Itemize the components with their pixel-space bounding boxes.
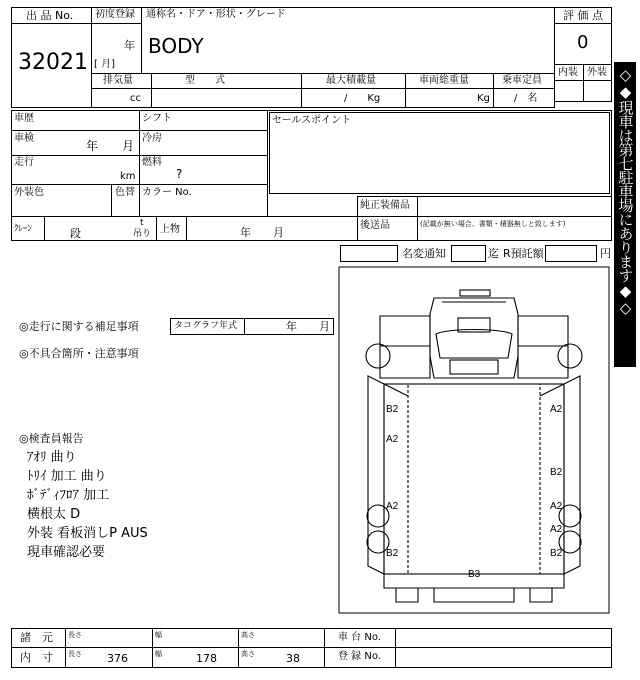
registration-no-label: 登 録 No.: [338, 651, 381, 662]
damage-mark-left: B2: [386, 548, 399, 559]
side-banner: [614, 62, 636, 367]
inspector-line: 外装 看板消しP AUS: [27, 526, 148, 541]
genuine-equipment-label: 純正装備品: [360, 200, 410, 211]
color-change-label: 色替: [115, 187, 135, 198]
damage-mark-right: A2: [550, 501, 563, 512]
length-label: 長さ: [68, 631, 82, 639]
length-value: 376: [107, 652, 128, 665]
history-label: 車歴: [14, 113, 34, 124]
ac-label: 冷房: [142, 133, 162, 144]
year-label: 年: [124, 39, 135, 52]
type-label: 型 式: [185, 75, 225, 86]
damage-mark-left: A2: [386, 501, 399, 512]
capacity-unit: / 名: [514, 93, 538, 104]
gross-weight-unit: Kg: [477, 93, 490, 104]
defects-label: ◎不具合箇所・注意事項: [19, 347, 139, 360]
ext-color-label: 外装色: [14, 187, 44, 198]
inspector-line: ｱｵﾘ 曲り: [27, 450, 77, 465]
chassis-no-label: 車 台 No.: [338, 632, 381, 643]
crane-label: ｸﾚｰﾝ: [14, 224, 33, 234]
color-no-label: カラー No.: [142, 187, 192, 198]
crane-stage: 段: [70, 227, 81, 240]
inspection-value: 年 月: [86, 139, 135, 153]
tachograph-label: タコグラフ年式: [174, 321, 238, 331]
crane-ton-bottom: 吊り: [133, 229, 152, 239]
damage-mark-left: B2: [386, 404, 399, 415]
lift-value: 年 月: [240, 226, 284, 239]
interior-label: 内装: [558, 67, 578, 78]
shift-label: シフト: [142, 113, 172, 124]
inspector-line: 現車確認必要: [27, 545, 106, 560]
length-label: 長さ: [68, 650, 82, 658]
driving-remarks-label: ◎走行に関する補足事項: [19, 320, 139, 333]
exterior-label: 外装: [587, 67, 607, 78]
fuel-label: 燃料: [142, 157, 162, 168]
model-label: 通称名・ドア・形状・グレード: [146, 9, 286, 20]
truck-diagram: [338, 266, 610, 614]
inspector-lines: [27, 448, 148, 562]
inspector-line: 横根太 D: [27, 507, 81, 522]
first-reg-label: 初度登録: [95, 9, 135, 20]
damage-mark-right: B2: [550, 467, 563, 478]
shipping-note: (記載が無い場合、書類・積器無しと致します): [420, 220, 566, 228]
height-label: 高さ: [241, 650, 255, 658]
side-banner-text: ◇◆現車は第七駐車場にあります◆◇: [616, 66, 635, 316]
max-load-unit: / Kg: [344, 93, 381, 104]
name-change-box-a: [340, 245, 398, 262]
sales-points-label: セールスポイント: [272, 115, 352, 126]
bottom-table: [11, 628, 612, 668]
tachograph-value: 年 月: [286, 320, 330, 333]
fuel-value: ?: [176, 167, 183, 181]
inner-dim-label: 内 寸: [20, 651, 53, 664]
lot-no-label: 出 品 No.: [26, 9, 74, 22]
damage-mark-right: A2: [550, 404, 563, 415]
height-value: 38: [286, 652, 300, 665]
spec-label: 諸 元: [20, 631, 53, 644]
displacement-unit: cc: [130, 93, 141, 104]
name-change-label: 名変通知: [402, 247, 446, 260]
lot-no-value: 32021: [18, 50, 88, 75]
capacity-label: 乗車定員: [502, 75, 542, 86]
name-change-box-b: [451, 245, 486, 262]
crane-ton-top: t: [140, 218, 144, 228]
gross-weight-label: 車両総重量: [419, 75, 469, 86]
width-label: 幅: [155, 650, 162, 658]
r-deposit-box: [545, 245, 597, 262]
max-load-label: 最大積載量: [326, 75, 376, 86]
mileage-label: 走行: [14, 157, 34, 168]
mileage-unit: km: [120, 171, 136, 182]
damage-mark-bottom: B3: [468, 569, 481, 580]
lift-label: 上物: [160, 224, 180, 235]
displacement-label: 排気量: [103, 75, 133, 86]
inspection-label: 車検: [14, 133, 34, 144]
yen-label: 円: [600, 247, 611, 260]
inspector-line: ﾎﾞﾃﾞｨﾌﾛｱ 加工: [27, 488, 110, 503]
height-label: 高さ: [241, 631, 255, 639]
inspector-line: ﾄﾘｲ 加工 曲り: [27, 469, 107, 484]
damage-mark-right: A2: [550, 524, 563, 535]
month-label: [ 月]: [94, 59, 115, 70]
score-value: 0: [577, 32, 589, 53]
r-deposit-label: R預託額: [503, 247, 544, 260]
shipping-label: 後送品: [360, 220, 390, 231]
score-label: 評 価 点: [563, 9, 603, 22]
damage-mark-left: A2: [386, 434, 399, 445]
damage-mark-right: B2: [550, 548, 563, 559]
width-value: 178: [196, 652, 217, 665]
r-deposit-prefix: 迄: [488, 247, 499, 260]
width-label: 幅: [155, 631, 162, 639]
model-value: BODY: [148, 34, 204, 58]
inspector-report-label: ◎検査員報告: [19, 432, 84, 445]
